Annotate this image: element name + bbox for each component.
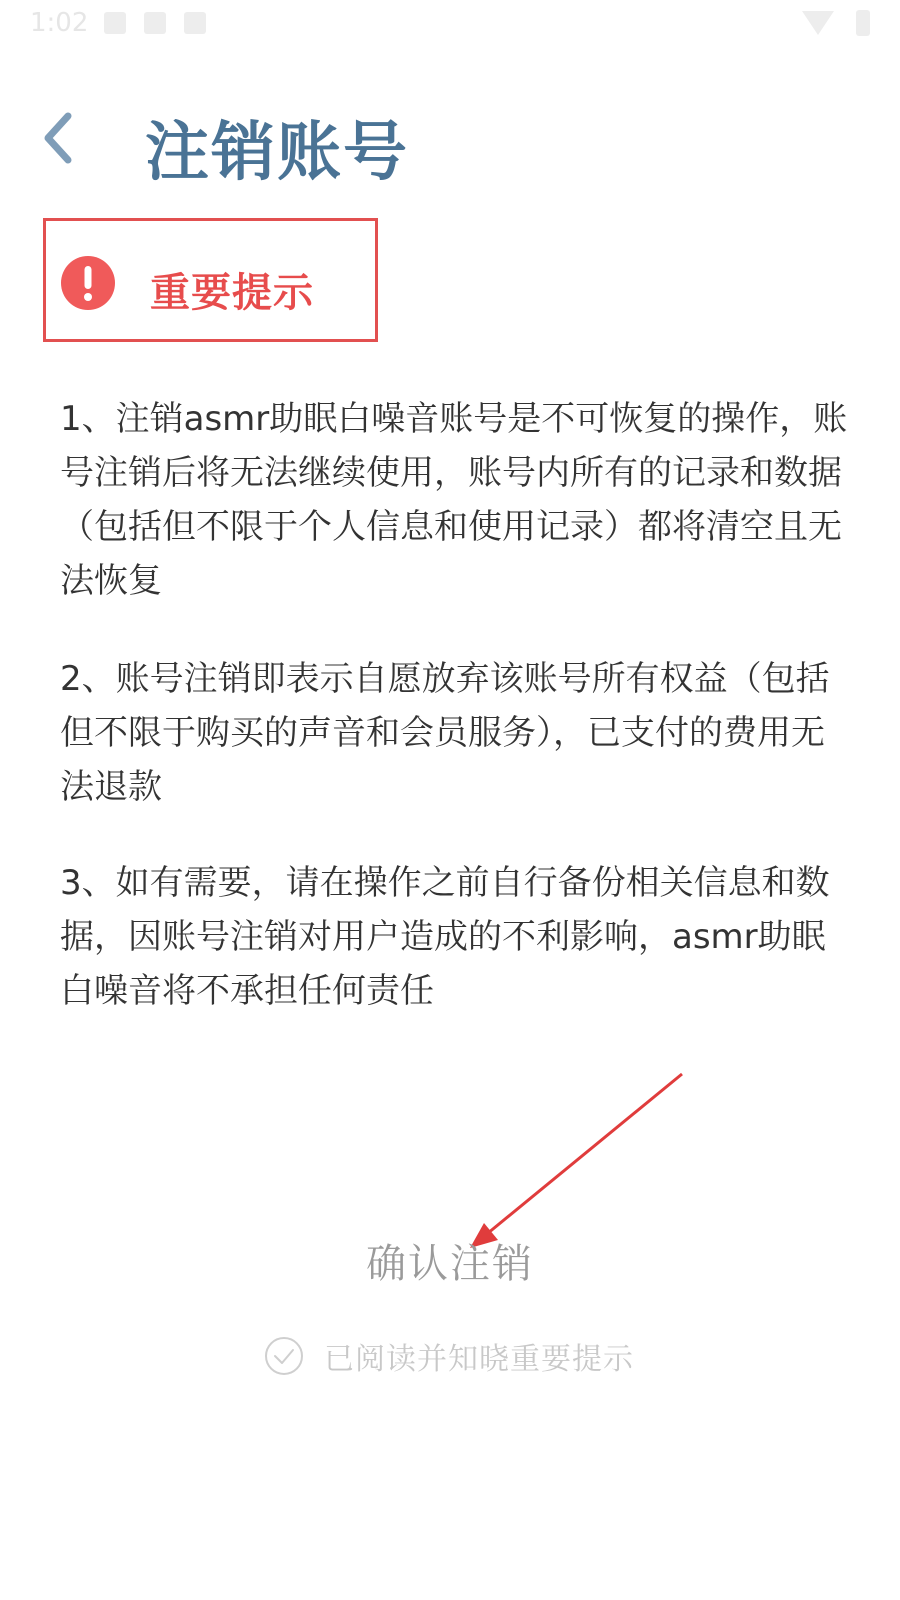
back-button[interactable] [28, 103, 88, 173]
term-item-3: 3、如有需要，请在操作之前自行备份相关信息和数据，因账号注销对用户造成的不利影响，asmr助眠白噪音将不承担任何责任 [60, 863, 830, 1011]
header [0, 95, 900, 190]
term-item-1: 1、注销asmr助眠白噪音账号是不可恢复的操作，账号注销后将无法继续使用，账号内所有的记录和数据（包括但不限于个人信息和使用记录）都将清空且无法恢复 [60, 399, 848, 601]
wifi-icon [802, 11, 834, 35]
battery-icon [856, 10, 870, 36]
agreement-label: 已阅读并知晓重要提示 [324, 1342, 634, 1377]
status-bar [0, 0, 900, 50]
notification-icon [104, 12, 126, 34]
notification-icon [144, 12, 166, 34]
notice-title: 重要提示 [150, 270, 314, 316]
chevron-left-icon [38, 110, 78, 166]
term-item-2: 2、账号注销即表示自愿放弃该账号所有权益（包括但不限于购买的声音和会员服务），已支付的费用无法退款 [60, 659, 830, 807]
page-title: 注销账号 [145, 116, 409, 190]
important-notice [43, 218, 378, 342]
system-icons [802, 10, 870, 36]
status-time: 1:02 [30, 8, 89, 38]
check-circle-icon[interactable] [264, 1336, 304, 1376]
notification-icon [184, 12, 206, 34]
confirm-deactivate-button[interactable]: 确认注销 [366, 1240, 534, 1287]
notification-icons [104, 12, 206, 34]
agreement-row[interactable] [264, 1334, 634, 1378]
alert-circle-icon [60, 255, 116, 311]
